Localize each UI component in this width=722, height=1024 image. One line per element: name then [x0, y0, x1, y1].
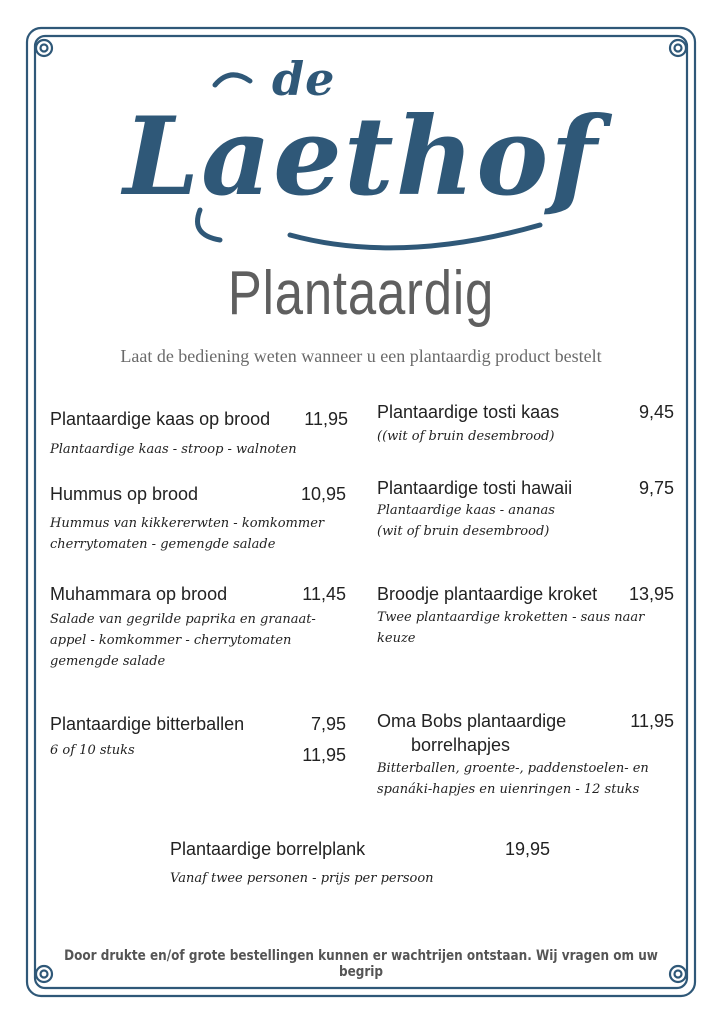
item-price: 9,45	[638, 402, 674, 422]
item-price: 11,95	[630, 711, 674, 731]
item-description: Salade van gegrilde paprika en granaat-	[50, 612, 316, 627]
menu-item-bitterballen	[50, 714, 348, 774]
logo-de-text: de	[272, 52, 336, 106]
item-description: Plantaardige kaas - stroop - walnoten	[50, 442, 297, 457]
item-price-large: 11,95	[302, 745, 346, 765]
item-description: spanáki-hapjes en uienringen - 12 stuks	[377, 782, 640, 797]
item-name: Oma Bobs plantaardige	[377, 711, 567, 731]
menu-item-borrelhapjes	[377, 711, 674, 801]
menu-item-kaas-op-brood	[50, 409, 348, 469]
item-description: gemengde salade	[50, 654, 166, 669]
item-price: 19,95	[504, 839, 550, 859]
item-description: Twee plantaardige kroketten - saus naar	[377, 610, 645, 625]
item-description: ((wit of bruin desembrood)	[377, 429, 555, 444]
item-name: Plantaardige borrelplank	[170, 839, 366, 859]
item-price: 11,95	[304, 409, 348, 429]
menu-item-tosti-kaas	[377, 402, 674, 452]
menu-item-broodje-kroket	[377, 584, 674, 654]
menu-item-hummus-op-brood	[50, 484, 348, 564]
item-price: 11,45	[302, 584, 346, 604]
item-price: 10,95	[300, 484, 346, 504]
logo-name: Laethof	[123, 94, 599, 220]
item-name: Muhammara op brood	[50, 584, 228, 604]
item-name: Plantaardige bitterballen	[50, 714, 245, 734]
menu-item-borrelplank	[170, 839, 550, 889]
page-title: Plantaardig	[227, 259, 495, 328]
item-description: keuze	[377, 631, 416, 646]
footer-notice: Door drukte en/of grote bestellingen kunnen er wachtrijen ontstaan. Wij vragen om uw begrip	[64, 948, 658, 980]
menu-item-muhammara-op-brood	[50, 584, 348, 684]
item-description: cherrytomaten - gemengde salade	[50, 537, 276, 552]
item-description: appel - komkommer - cherrytomaten	[50, 633, 292, 648]
item-price: 9,75	[638, 478, 674, 498]
page-subtitle: Laat de bediening weten wanneer u een plantaardig product bestelt	[120, 346, 602, 366]
item-name-continued: borrelhapjes	[411, 735, 511, 755]
item-description: 6 of 10 stuks	[50, 743, 135, 758]
item-price: 13,95	[628, 584, 674, 604]
item-name: Plantaardige kaas op brood	[50, 409, 271, 429]
item-name: Hummus op brood	[50, 484, 199, 504]
item-name: Broodje plantaardige kroket	[377, 584, 598, 604]
menu-item-tosti-hawaii	[377, 478, 674, 548]
item-name: Plantaardige tosti kaas	[377, 402, 560, 422]
item-name: Plantaardige tosti hawaii	[377, 478, 573, 498]
item-description: (wit of bruin desembrood)	[377, 524, 550, 539]
item-description: Hummus van kikkererwten - komkommer	[50, 516, 325, 531]
item-description: Vanaf twee personen - prijs per persoon	[170, 871, 434, 886]
item-price: 7,95	[310, 714, 346, 734]
item-description: Bitterballen, groente-, paddenstoelen- en	[377, 761, 649, 776]
item-description: Plantaardige kaas - ananas	[377, 503, 555, 518]
